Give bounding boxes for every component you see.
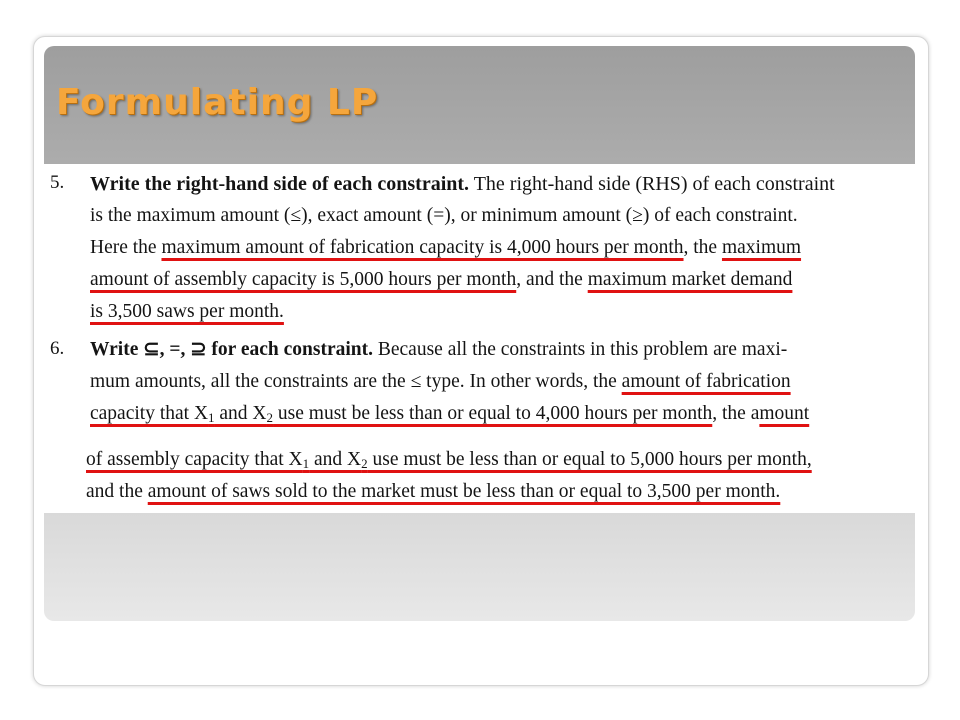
step-5-line-3: Here the maximum amount of fabrication capacity is 4,000 hours per month, the maximum [90,237,802,258]
underlined-fabrication-constraint: capacity that $X_1$ and $X_2$ use must be less than or equal to 4,000 hours per month [90,403,713,425]
step-6-line-2: mum amounts, all the constraints are the ≤ type. In other words, the amount of fabrication [90,371,791,392]
step-5-line-1: Write the right-hand side of each constraint. The right-hand side (RHS) of each constraint [90,173,835,195]
slide-title: Formulating LP [56,82,379,123]
step-5-line-5: is 3,500 saws per month. [90,301,284,322]
underlined-market-demand: maximum market demand [587,269,793,290]
step-6-line-1: Write ⊆, =, ⊇ for each constraint. Because all the constraints in this problem are maxi- [90,339,788,360]
underlined-amount-of-fabrication: amount of fabrication [621,371,791,392]
step-6-line-4 [86,448,812,472]
step-5-line-4: amount of assembly capacity is 5,000 hours per month, and the maximum market demand [90,269,793,290]
step-6-line-3: capacity that $X_1$ and $X_2$ use must be less than or equal to 4,000 hours per month, the amount [90,403,810,425]
underlined-assembly-constraint: of assembly capacity that $X_1$ and $X_2$ use must be less than or equal to 5,000 hours per month, [86,449,812,471]
step-5-number: 5. [50,172,65,193]
step-6-heading: Write ⊆, =, ⊇ for each constraint. [90,339,373,360]
underlined-fabrication-capacity: maximum amount of fabrication capacity is 4,000 hours per month [161,237,684,258]
scanned-text-excerpt [44,164,915,513]
step-5-heading: Write the right-hand side of each constraint. [90,173,470,195]
underlined-market-constraint: amount of saws sold to the market must be less than or equal to 3,500 per month. [147,481,781,502]
step-6-line-5: and the amount of saws sold to the market must be less than or equal to 3,500 per month. [86,481,781,502]
step-6-number: 6. [50,338,65,359]
step-5-line-2: is the maximum amount (≤), exact amount (=), or minimum amount (≥) of each constraint. [90,205,798,226]
underlined-assembly-capacity: amount of assembly capacity is 5,000 hours per month [90,269,517,290]
slide [44,46,915,621]
